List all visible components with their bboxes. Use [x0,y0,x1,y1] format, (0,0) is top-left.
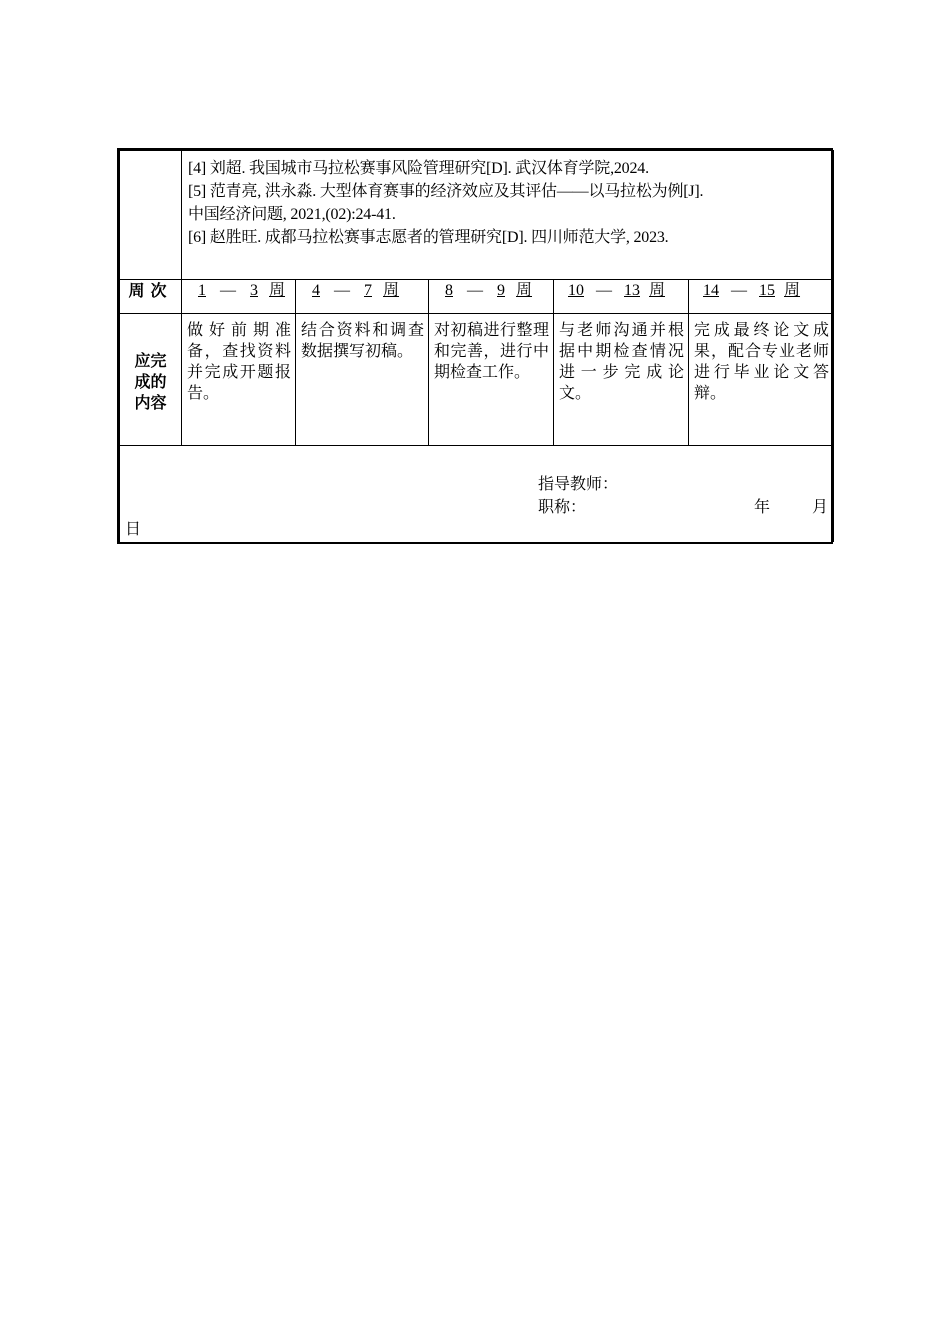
references-cell [182,151,834,280]
reference-line: [5] 范青亮, 洪永淼. 大型体育赛事的经济效应及其评估——以马拉松为例[J]. [188,183,704,200]
references-left-blank [120,151,182,280]
week-end: 13 [624,282,640,299]
content-row [120,314,834,446]
task-cell-2: 结合资料和调查数据撰写初稿。 [296,314,429,446]
week-dash: — [596,282,612,299]
week-start: 8 [445,282,453,299]
day-label: 日 [125,519,142,538]
week-end: 3 [250,282,258,299]
week-start: 4 [312,282,320,299]
task-cell-3: 对初稿进行整理和完善，进行中期检查工作。 [429,314,554,446]
week-dash: — [731,282,747,299]
task-cell-4: 与老师沟通并根据中期检查情况进一步完成论文。 [554,314,689,446]
content-label-line: 成的 [134,372,167,391]
week-end: 15 [759,282,775,299]
week-start: 1 [198,282,206,299]
week-unit: 周 [383,282,400,299]
week-range-1 [182,280,296,314]
signature-row [120,446,834,543]
week-start: 14 [703,282,719,299]
week-start: 10 [568,282,584,299]
week-range-3 [429,280,554,314]
month-label: 月 [812,497,829,516]
content-label-line: 应完 [134,351,167,370]
year-label: 年 [754,497,771,516]
week-dash: — [334,282,350,299]
week-range-2 [296,280,429,314]
title-label: 职称： [538,497,587,516]
week-end: 9 [497,282,505,299]
week-unit: 周 [269,282,286,299]
week-range-5 [689,280,834,314]
task-cell-1: 做好前期准备，查找资料并完成开题报告。 [182,314,296,446]
content-label-line: 内容 [134,393,167,412]
week-unit: 周 [784,282,801,299]
references-row [120,151,834,280]
week-dash: — [467,282,483,299]
advisor-label: 指导教师： [538,474,619,493]
week-unit: 周 [516,282,533,299]
signature-cell [120,446,834,543]
task-cell-5: 完成最终论文成果，配合专业老师进行毕业论文答辩。 [689,314,834,446]
week-row [120,280,834,314]
task-form-table [119,150,834,542]
week-end: 7 [364,282,372,299]
reference-line: 中国经济问题, 2021,(02):24-41. [188,206,396,223]
week-unit: 周 [649,282,666,299]
week-label-cell [120,280,182,314]
content-label-cell [120,314,182,446]
week-label: 周次 [128,281,173,300]
task-form-sheet [117,148,833,544]
reference-line: [6] 赵胜旺. 成都马拉松赛事志愿者的管理研究[D]. 四川师范大学, 2023. [188,229,669,246]
week-range-4 [554,280,689,314]
reference-line: [4] 刘超. 我国城市马拉松赛事风险管理研究[D]. 武汉体育学院,2024. [188,160,649,177]
week-dash: — [220,282,236,299]
